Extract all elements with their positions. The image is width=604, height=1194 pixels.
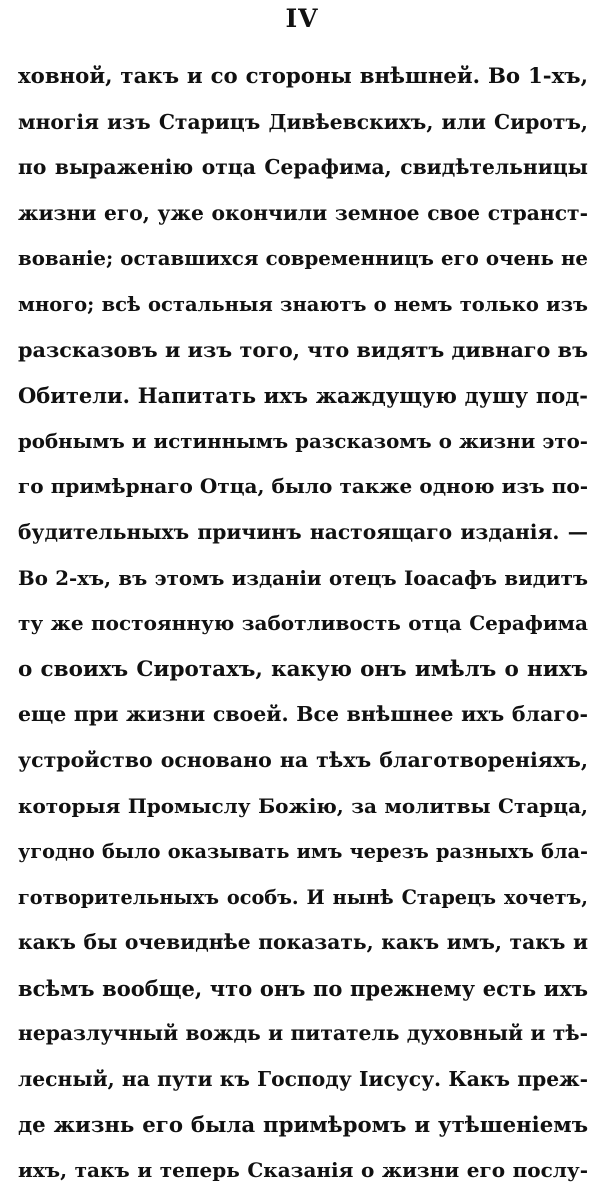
text-line: разсказовъ и изъ того, что видятъ дивнаго въ <box>18 337 588 362</box>
text-line: готворительныхъ особъ. И нынѣ Старецъ хочетъ, <box>18 885 588 909</box>
text-line: Обители. Напитать ихъ жаждущую душу под- <box>18 383 588 409</box>
text-line: Во 2-хъ, въ этомъ изданіи отецъ Іоасафъ видитъ <box>18 565 588 590</box>
text-line: о своихъ Сиротахъ, какую онъ имѣлъ о нихъ <box>18 656 588 682</box>
text-line: угодно было оказывать имъ черезъ разныхъ бла- <box>18 840 588 864</box>
text-line: де жизнь его была примѣромъ и утѣшеніемъ <box>18 1112 588 1138</box>
page-number: IV <box>285 4 319 33</box>
text-line: вованіе; оставшихся современницъ его очень не <box>18 246 588 271</box>
text-line: ихъ, такъ и теперь Сказанія о жизни его послу- <box>18 1158 588 1183</box>
text-line: еще при жизни своей. Все внѣшнее ихъ благо- <box>18 702 588 727</box>
text-line: многія изъ Старицъ Дивѣевскихъ, или Сиротъ, <box>18 109 588 134</box>
text-line: ту же постоянную заботливость отца Серафима <box>18 611 588 636</box>
text-line: по выраженію отца Серафима, свидѣтельницы <box>18 155 588 180</box>
text-line: неразлучный вождь и питатель духовный и тѣ- <box>18 1021 588 1046</box>
text-line: много; всѣ остальныя знаютъ о немъ только изъ <box>18 292 588 316</box>
text-line: всѣмъ вообще, что онъ по прежнему есть ихъ <box>18 975 588 1001</box>
text-line: робнымъ и истиннымъ разсказомъ о жизни это- <box>18 428 588 453</box>
text-line: ховной, такъ и со стороны внѣшней. Во 1-хъ, <box>18 64 588 89</box>
text-line: будительныхъ причинъ настоящаго изданія. — <box>18 519 588 544</box>
text-line: какъ бы очевиднѣе показать, какъ имъ, такъ и <box>18 930 588 955</box>
text-line: лесный, на пути къ Господу Іисусу. Какъ преж- <box>18 1067 588 1092</box>
text-line: го примѣрнаго Отца, было также одною изъ по- <box>18 474 588 499</box>
body-text <box>18 54 588 1194</box>
text-line: жизни его, уже окончили земное свое странст- <box>18 200 588 225</box>
text-line: устройство основано на тѣхъ благотвореніяхъ, <box>18 747 588 772</box>
text-line: которыя Промыслу Божію, за молитвы Старца, <box>18 793 588 818</box>
